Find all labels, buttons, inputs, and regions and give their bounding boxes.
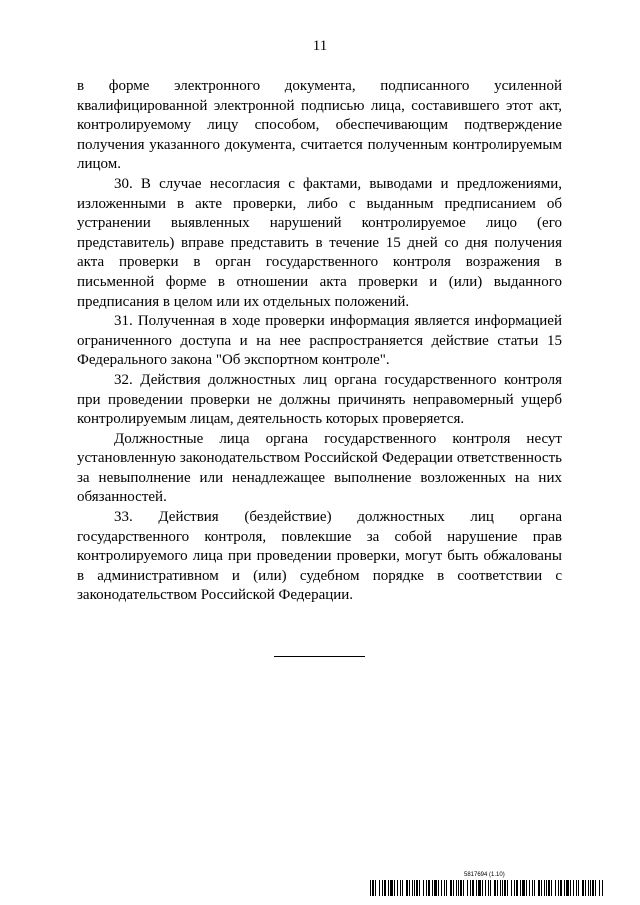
barcode-bar bbox=[590, 880, 591, 896]
barcode-bar bbox=[412, 880, 413, 896]
barcode-bar bbox=[444, 880, 445, 896]
barcode-code: 5817694 (1.10) bbox=[464, 872, 505, 878]
barcode-bar bbox=[434, 880, 437, 896]
barcode-bar bbox=[441, 880, 442, 896]
barcode-bar bbox=[576, 880, 577, 896]
barcode-bar bbox=[388, 880, 389, 896]
barcode-bar bbox=[526, 880, 527, 896]
barcode-bar bbox=[416, 880, 418, 896]
barcode-bar bbox=[534, 880, 535, 896]
barcode-bar bbox=[458, 880, 459, 896]
barcode-bar bbox=[409, 880, 410, 896]
barcode-bar bbox=[450, 880, 452, 896]
barcode-bar bbox=[453, 880, 454, 896]
barcode-bar bbox=[394, 880, 395, 896]
barcode-bar bbox=[514, 880, 515, 896]
barcode-bar bbox=[426, 880, 427, 896]
barcode-bar bbox=[476, 880, 477, 896]
barcode-bar bbox=[599, 880, 600, 896]
paragraph-31: 31. Полученная в ходе проверки информация является информацией ограниченного доступа и на нее распространяется действие статьи 15 Федерального закона "Об экспортном контроле". bbox=[77, 313, 562, 369]
barcode-bar bbox=[384, 880, 386, 896]
barcode-bar bbox=[582, 880, 584, 896]
barcode-bar bbox=[472, 880, 474, 896]
barcode-bar bbox=[555, 880, 556, 896]
end-separator-line bbox=[274, 656, 365, 657]
barcode-bar bbox=[478, 880, 481, 896]
barcode-bar bbox=[390, 880, 393, 896]
barcode-bar bbox=[541, 880, 542, 896]
barcode-bar bbox=[370, 880, 371, 896]
barcode-bar bbox=[490, 880, 491, 896]
paragraph-30: 30. В случае несогласия с фактами, выводами и предложениями, изложенными в акте проверки, либо с выданным предписанием об устранении выявленных нарушений контролируемое лицо (его представитель) вправе представить в течение 15 дней со дня получения акта проверки в орган государственного контроля возражения в письменной форме в отношении акта проверки и (или) выданного предписания в целом или их отдельных положений. bbox=[77, 175, 562, 310]
barcode-bar bbox=[446, 880, 447, 896]
barcode-bar bbox=[544, 880, 545, 896]
barcode-bar bbox=[507, 880, 508, 896]
body-text bbox=[77, 77, 562, 606]
barcode-bar bbox=[494, 880, 496, 896]
barcode-bar bbox=[585, 880, 586, 896]
barcode-bar bbox=[414, 880, 415, 896]
barcode-bar bbox=[564, 880, 565, 896]
barcode-bar bbox=[372, 880, 374, 896]
barcode-bar bbox=[467, 880, 468, 896]
barcode-bar bbox=[592, 880, 594, 896]
barcode-bar bbox=[548, 880, 550, 896]
barcode-bar bbox=[438, 880, 439, 896]
barcode-bar bbox=[400, 880, 401, 896]
barcode-bar bbox=[428, 880, 430, 896]
barcode-bar bbox=[516, 880, 518, 896]
barcode-bar bbox=[488, 880, 489, 896]
barcode-bar bbox=[595, 880, 596, 896]
barcode-bar bbox=[382, 880, 383, 896]
barcode-bar bbox=[522, 880, 525, 896]
paragraph-33: 33. Действия (бездействие) должностных лиц органа государственного контроля, повлекшие за собой нарушение прав контролируемого лица при проведении проверки, могут быть обжалованы в административном и (или) судебном порядке в соответствии с законодательством Российской Федерации. bbox=[77, 509, 562, 604]
paragraph-continuation: в форме электронного документа, подписанного усиленной квалифицированной электронной подписью лица, составившего этот акт, контролируемому лицу способом, обеспечивающим подтверждение получения указанного документа, считается полученным контролируемым лицом. bbox=[77, 78, 562, 173]
barcode-bar bbox=[500, 880, 501, 896]
barcode bbox=[370, 880, 603, 896]
barcode-bar bbox=[485, 880, 486, 896]
paragraph-responsibility: Должностные лица органа государственного контроля несут установленную законодательством Российской Федерации ответственность за невыполнение или ненадлежащее выполнение возложенных на них обязанностей. bbox=[77, 430, 562, 506]
barcode-bar bbox=[570, 880, 571, 896]
barcode-bar bbox=[532, 880, 533, 896]
paragraph-32: 32. Действия должностных лиц органа государственного контроля при проведении проверки не должны причинять неправомерный ущерб контролируемым лицам, деятельность которых проверяется. bbox=[77, 371, 562, 428]
barcode-bar bbox=[538, 880, 540, 896]
barcode-bar bbox=[511, 880, 512, 896]
barcode-bar bbox=[470, 880, 471, 896]
barcode-bar bbox=[497, 880, 498, 896]
barcode-bar bbox=[502, 880, 503, 896]
barcode-bar bbox=[529, 880, 530, 896]
barcode-bar bbox=[375, 880, 376, 896]
barcode-bar bbox=[578, 880, 579, 896]
barcode-bar bbox=[504, 880, 506, 896]
barcode-bar bbox=[520, 880, 521, 896]
barcode-bar bbox=[463, 880, 464, 896]
barcode-bar bbox=[566, 880, 569, 896]
barcode-bar bbox=[460, 880, 462, 896]
barcode-bar bbox=[558, 880, 559, 896]
barcode-bar bbox=[482, 880, 483, 896]
barcode-bar bbox=[397, 880, 398, 896]
barcode-bar bbox=[423, 880, 424, 896]
barcode-bar bbox=[456, 880, 457, 896]
barcode-bar bbox=[432, 880, 433, 896]
barcode-bar bbox=[602, 880, 603, 896]
barcode-bar bbox=[588, 880, 589, 896]
barcode-bar bbox=[402, 880, 403, 896]
barcode-bar bbox=[406, 880, 408, 896]
barcode-bar bbox=[419, 880, 420, 896]
barcode-bar bbox=[379, 880, 380, 896]
page-number: 11 bbox=[312, 38, 328, 54]
barcode-bar bbox=[573, 880, 574, 896]
barcode-bar bbox=[546, 880, 547, 896]
barcode-bar bbox=[560, 880, 562, 896]
barcode-bar bbox=[551, 880, 552, 896]
